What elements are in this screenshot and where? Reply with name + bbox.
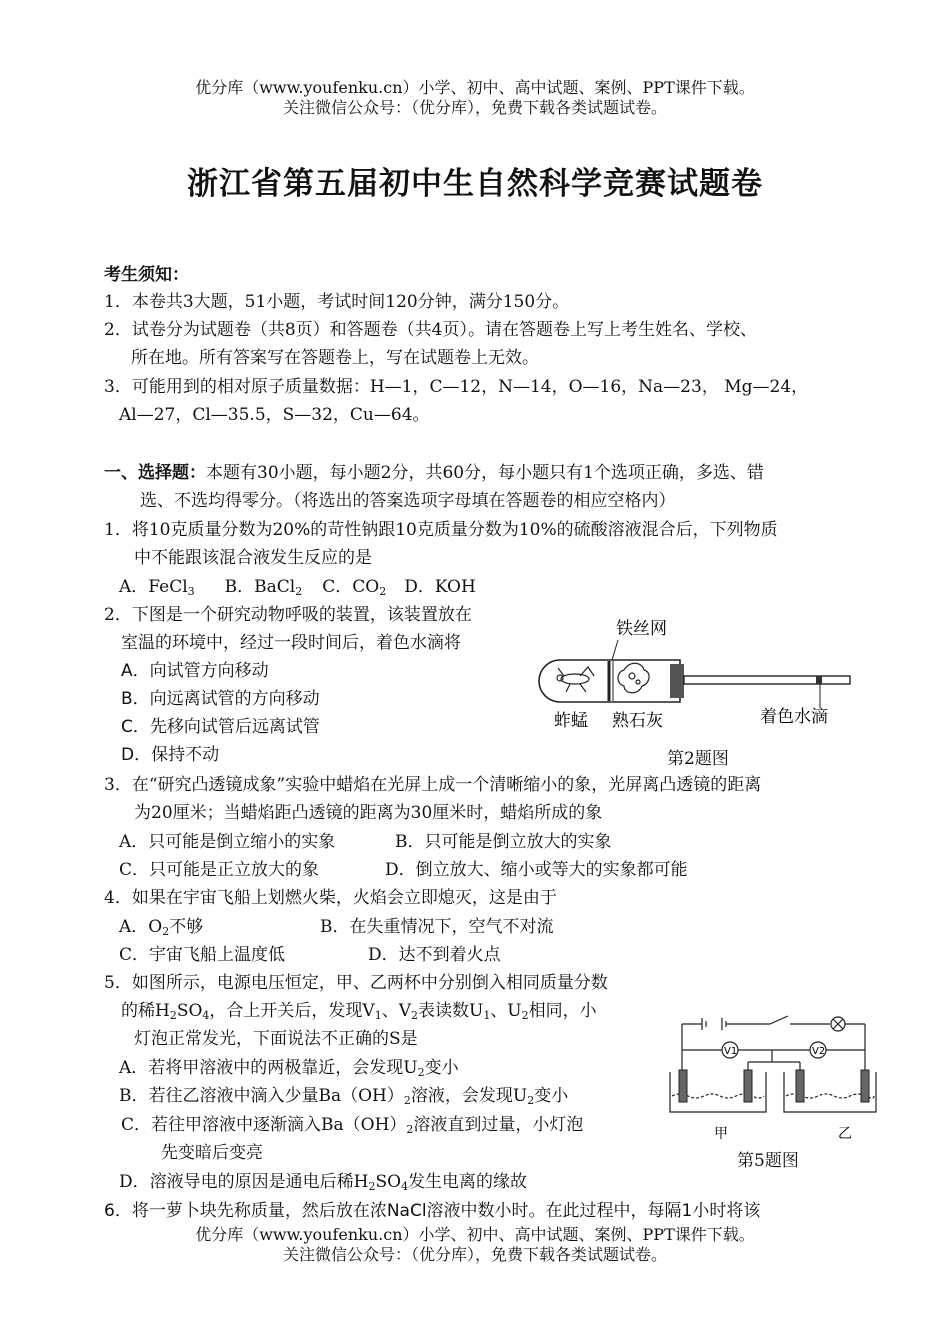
v2-label: V2 bbox=[812, 1046, 826, 1057]
page-title: 浙江省第五届初中生自然科学竞赛试题卷 bbox=[187, 166, 763, 202]
switch-icon bbox=[770, 1016, 788, 1024]
q5-stem-a: 5．如图所示，电源电压恒定，甲、乙两杯中分别倒入相同质量分数 bbox=[104, 973, 608, 993]
q3-stem-b: 为20厘米；当蜡焰距凸透镜的距离为30厘米时，蜡焰所成的象 bbox=[134, 803, 603, 823]
q1-option-d: D．KOH bbox=[404, 577, 476, 597]
header-line-2: 关注微信公众号：（优分库），免费下载各类试题试卷。 bbox=[282, 98, 667, 117]
q4-stem: 4．如果在宇宙飞船上划燃火柴，火焰会立即熄灭，这是由于 bbox=[104, 888, 557, 908]
q3-option-d: D．倒立放大、缩小或等大的实象都可能 bbox=[385, 860, 688, 880]
label-lime: 熟石灰 bbox=[612, 711, 663, 731]
footer-line-2: 关注微信公众号：（优分库），免费下载各类试题试卷。 bbox=[282, 1245, 667, 1264]
notice-item-3a: 3．可能用到的相对原子质量数据：H—1，C—12，N—14，O—16，Na—23， Mg—24， bbox=[104, 377, 809, 397]
q1-option-c: C．$CO_2$ bbox=[322, 577, 387, 598]
q3-stem-a: 3．在“研究凸透镜成象”实验中蜡焰在光屏上成一个清晰缩小的象，光屏离凸透镜的距离 bbox=[104, 775, 762, 795]
stopper-icon bbox=[670, 664, 684, 698]
v1-label: V1 bbox=[724, 1046, 738, 1057]
q2-option-d: D．保持不动 bbox=[121, 745, 220, 765]
q2-stem-b: 室温的环境中，经过一段时间后，着色水滴将 bbox=[121, 633, 461, 653]
footer-line-1: 优分库（www.youfenku.cn）小学、初中、高中试题、案例、PPT课件下载。 bbox=[195, 1225, 755, 1244]
notice-item-1: 1．本卷共3大题，51小题，考试时间120分钟，满分150分。 bbox=[104, 292, 570, 312]
grasshopper-icon bbox=[557, 667, 594, 692]
q5-option-c-cont: 先变暗后变亮 bbox=[161, 1143, 263, 1163]
glass-pipe-icon bbox=[684, 676, 850, 684]
label-insect: 蚱蜢 bbox=[554, 711, 588, 731]
q2-option-a: A．向试管方向移动 bbox=[121, 661, 269, 681]
q5-stem-c: 灯泡正常发光，下面说法不正确的S是 bbox=[134, 1029, 418, 1049]
label-wire: 铁丝网 bbox=[616, 619, 667, 639]
q5-figure-circuit bbox=[660, 1010, 885, 1145]
q1-options bbox=[119, 574, 476, 600]
electrode-icon bbox=[679, 1070, 687, 1102]
label-jia: 甲 bbox=[714, 1126, 728, 1142]
q2-option-c: C．先移向试管后远离试管 bbox=[121, 717, 320, 737]
q1-option-b: B．BaCl$_2$ bbox=[224, 577, 303, 598]
q5-stem-b: 的稀$H_2SO_4$，合上开关后，发现$V_1$、$V_2$表读数$U_1$、$U_2$相同，小 bbox=[121, 1001, 597, 1022]
label-yi: 乙 bbox=[838, 1126, 852, 1142]
q2-stem-a: 2．下图是一个研究动物呼吸的装置，该装置放在 bbox=[104, 605, 472, 625]
q3-option-b: B．只可能是倒立放大的实象 bbox=[395, 832, 612, 852]
q2-figure-caption: 第2题图 bbox=[667, 749, 729, 769]
section-1-intro: 一、选择题：本题有30小题，每小题2分，共60分，每小题只有1个选项正确，多选、错 bbox=[104, 463, 764, 483]
q4-option-b: B．在失重情况下，空气不对流 bbox=[320, 917, 554, 937]
q3-option-a: A．只可能是倒立缩小的实象 bbox=[119, 832, 336, 852]
notice-heading: 考生须知： bbox=[104, 265, 189, 285]
lime-icon bbox=[618, 663, 649, 693]
q1-stem-a: 1．将10克质量分数为20%的苛性钠跟10克质量分数为10%的硫酸溶液混合后，下列物质 bbox=[104, 520, 778, 540]
notice-item-2a: 2．试卷分为试题卷（共8页）和答题卷（共4页）。请在答题卷上写上考生姓名、学校、 bbox=[104, 320, 757, 340]
water-drop-icon bbox=[816, 676, 822, 684]
section-1-intro-b: 选、不选均得零分。（将选出的答案选项字母填在答题卷的相应空格内） bbox=[140, 491, 676, 511]
q1-option-a: A．FeCl$_3$ bbox=[119, 577, 195, 598]
label-drop: 着色水滴 bbox=[760, 707, 828, 727]
q5-option-b: B．若往乙溶液中滴入少量$Ba(OH)_2$溶液，会发现$U_2$变小 bbox=[119, 1086, 569, 1107]
q4-option-d: D．达不到着火点 bbox=[368, 945, 501, 965]
q3-option-c: C．只可能是正立放大的象 bbox=[119, 860, 320, 880]
q2-figure-apparatus bbox=[520, 610, 860, 750]
q4-option-a: A．$O_2$不够 bbox=[119, 917, 204, 938]
q5-option-c: C．若往甲溶液中逐渐滴入$Ba(OH)_2$溶液直到过量，小灯泡 bbox=[121, 1115, 584, 1136]
q5-option-a: A．若将甲溶液中的两极靠近，会发现$U_2$变小 bbox=[119, 1058, 459, 1079]
notice-item-3b: Al—27，Cl—35.5，S—32，Cu—64。 bbox=[119, 405, 430, 425]
q4-option-c: C．宇宙飞船上温度低 bbox=[119, 945, 286, 965]
header-line-1: 优分库（www.youfenku.cn）小学、初中、高中试题、案例、PPT课件下载。 bbox=[195, 78, 755, 97]
q5-option-d: D．溶液导电的原因是通电后稀$H_2SO_4$发生电离的缘故 bbox=[119, 1172, 528, 1193]
notice-item-2b: 所在地。所有答案写在答题卷上，写在试题卷上无效。 bbox=[131, 348, 539, 368]
q6-stem: 6．将一萝卜块先称质量，然后放在浓NaCl溶液中数小时。在此过程中，每隔1小时将该 bbox=[104, 1201, 761, 1221]
q1-stem-b: 中不能跟该混合液发生反应的是 bbox=[134, 548, 372, 568]
section-1-label: 一、选择题： bbox=[104, 463, 206, 483]
q2-option-b: B．向远离试管的方向移动 bbox=[121, 689, 320, 709]
q5-figure-caption: 第5题图 bbox=[737, 1151, 799, 1171]
